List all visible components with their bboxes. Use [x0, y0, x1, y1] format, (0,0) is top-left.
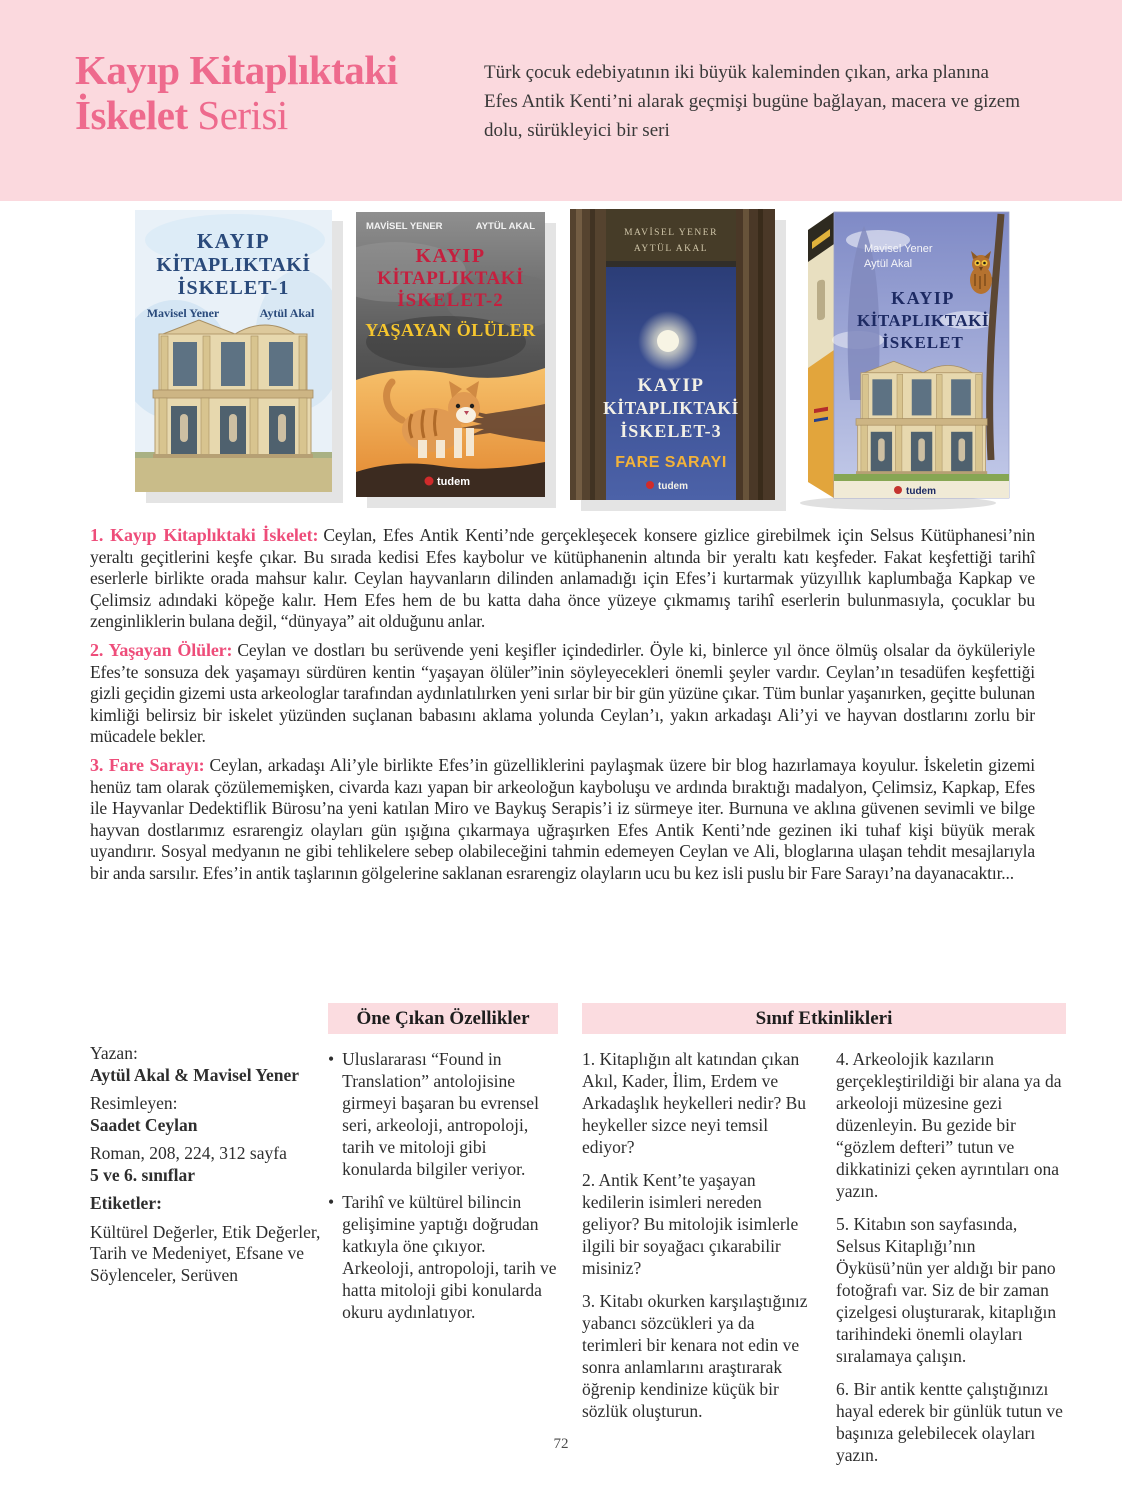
activity-item: 1. Kitaplığın alt katından çıkan Akıl, Kader, İlim, Erdem ve Arkadaşlık heykelleri nedir? Bu heykeller sizce neyi temsil ediyor? — [582, 1049, 807, 1157]
book-cover-2 — [356, 212, 545, 497]
book-info-column — [90, 1043, 326, 1293]
features-section — [328, 1003, 558, 1334]
series-title-line1: Kayıp Kitaplıktaki — [75, 47, 398, 93]
page-title — [75, 48, 398, 138]
feature-item — [328, 1191, 558, 1323]
book2-title-line: İSKELET-2 — [397, 290, 504, 311]
feature-item-text: Uluslararası “Found in Translation” antolojisine girmeyi başaran bu evrensel seri, arkeoloji, antropoloji, tarih ve mitoloji gibi konularda bilgiler veriyor. — [342, 1049, 539, 1179]
yazan-label: Yazan: — [90, 1043, 138, 1063]
series-title-line2-bold: İskelet — [75, 92, 188, 138]
series-title-line2-light: Serisi — [197, 92, 288, 138]
book-cover-1 — [135, 210, 332, 492]
book2-description-label: 2. Yaşayan Ölüler: — [90, 639, 233, 660]
book3-description — [90, 755, 1035, 885]
boxset-cover — [798, 200, 1012, 514]
book2-title-line: KİTAPLIKTAKİ — [377, 268, 524, 289]
activities-column-1 — [582, 1048, 811, 1477]
format-group — [90, 1143, 326, 1186]
book3-cover-art — [570, 209, 775, 500]
book1-author-right: Aytül Akal — [259, 306, 315, 320]
book-cover-3 — [570, 209, 775, 500]
intro-line: Efes Antik Kenti’ni alarak geçmişi bugüne bağlayan, macera ve gizem — [484, 91, 1021, 112]
owl-illustration — [970, 251, 992, 294]
book3-author-line2: AYTÜL AKAL — [633, 244, 709, 254]
boxset-cover-art — [798, 200, 1012, 514]
book-descriptions — [90, 525, 1035, 892]
book3-title-line: KAYIP — [637, 375, 705, 396]
grades-value: 5 ve 6. sınıflar — [90, 1164, 195, 1185]
activity-item: 2. Antik Kent’te yaşayan kedilerin isimleri nereden geliyor? Bu mitolojik isimlerle ilgili bir soyağacı çıkarabilir misiniz? — [582, 1170, 799, 1278]
book1-title-line: KİTAPLIKTAKİ — [156, 254, 311, 276]
header-band — [0, 0, 1122, 201]
activities-columns — [582, 1048, 1066, 1477]
intro-line: dolu, sürükleyici bir seri — [484, 120, 670, 141]
book1-description — [90, 525, 1035, 633]
book2-cover-art — [356, 212, 545, 497]
book3-author-line1: MAVİSEL YENER — [624, 228, 718, 238]
activity-item: 4. Arkeolojik kazıların gerçekleştirildiği bir alana ya da arkeoloji müzesine gezi düzenleyin. Bu gezide bir “gözlem defteri” tutun ve dikkatinizi çeken ayrıntıları ona yazın. — [836, 1049, 1062, 1201]
boxset-title-line: KAYIP — [891, 288, 955, 308]
etiketler-label: Etiketler: — [90, 1193, 162, 1213]
book2-author-right: AYTÜL AKAL — [475, 221, 535, 232]
yazan-value: Aytül Akal & Mavisel Yener — [90, 1064, 300, 1085]
book1-description-label: 1. Kayıp Kitaplıktaki İskelet: — [90, 525, 319, 545]
format-value: Roman, 208, 224, 312 sayfa — [90, 1143, 287, 1163]
boxset-author-line2: Aytül Akal — [864, 258, 913, 270]
book3-description-text: Ceylan, arkadaşı Ali’yle birlikte Efes’in güzelliklerini paylaşmak üzere bir blog hazırlamaya koyulur. İskeletin gizemi henüz tam olarak çözülememişken, civarda kazı yapan bir arkeoloğun kayboluşu ve ardında bıraktığı madalyon, Çelimsiz, Kapkap, Efes ile Hayvanlar Dedektiflik Bürosu’na yeni katılan Miro ve Baykuş Serapis’i iz sürmeye iter. Burnuna ve aklına güvenen sevimli ve bilge hayvan dostlarımız esrarengiz olayları gün ışığına çıkarmaya uğraşırken Efes Antik Kenti’nde gezinen iki tuhaf kişi büyük merak uyandırır. Sosyal medyanın ne gibi tehlikelere sebep olabileceğini tahmin edemeyen Ceylan ve Ali, bloglarına ulaşan tehdit mesajlarıyla bir anda sarsılır. Efes’in antik taşlarının gölgelerine saklanan esrarengiz olayların ucu bu kez isli puslu bir Fare Sarayı’na dayanacaktır... — [90, 754, 1036, 883]
activities-column-2 — [836, 1048, 1065, 1477]
features-heading: Öne Çıkan Özellikler — [328, 1003, 558, 1034]
intro-line: Türk çocuk edebiyatının iki büyük kaleminden çıkan, arka planına — [484, 62, 989, 83]
book3-title-line: KİTAPLIKTAKİ — [603, 398, 739, 418]
book2-subtitle: YAŞAYAN ÖLÜLER — [365, 320, 536, 340]
book1-description-text: Ceylan, Efes Antik Kenti’nde gerçekleşecek konsere gizlice girebilmek için Selsus Kütüphanesi’nin yeraltı geçitlerini keşfe çıkar. Bu sırada kedisi Efes kaybolur ve kütüphanenin altında bir yeraltı katı keşfeder. Fakat keşfettiği tarihî eserlerle birlikte orada mahsur kalır. Ceylan hayvanların dilinden anlamadığı için Efes’i kurtarmak yüzyıllık kaplumbağa Kapkap ve Çelimsiz adındaki köpeğe kalır. Hem Efes hem de bu katta daha önce yüzeye çıkmamış tarihî eserlerin bulunmasıyla, çocuklar bu zenginliklerin bulana değil, “dünyaya” ait olduğunu anlar. — [90, 525, 1035, 632]
book3-subtitle: FARE SARAYI — [615, 454, 727, 471]
resimleyen-label: Resimleyen: — [90, 1093, 178, 1113]
book2-publisher: tudem — [437, 476, 470, 488]
etiketler-value: Kültürel Değerler, Etik Değerler, Tarih ve Medeniyet, Efsane ve Söylenceler, Serüven — [90, 1221, 321, 1285]
author-group — [90, 1043, 326, 1086]
bullet-icon: • — [328, 1192, 335, 1212]
book1-title-line: KAYIP — [196, 229, 271, 253]
activity-item: 3. Kitabı okurken karşılaştığınız yabancı sözcükleri ya da terimleri bir kenara not edin ve sonra anlamlarını araştırarak öğrenip kendinize küçük bir sözlük oluşturun. — [582, 1291, 808, 1421]
boxset-author-line1: Mavisel Yener — [864, 243, 933, 255]
book3-description-label: 3. Fare Sarayı: — [90, 754, 205, 775]
page-number: 72 — [553, 1436, 569, 1452]
book1-title-line: İSKELET-1 — [177, 277, 290, 299]
feature-item-text: Tarihî ve kültürel bilincin gelişimine yaptığı doğrudan katkıyla öne çıkıyor. Arkeoloji, antropoloji, tarih ve hatta mitoloji gibi konularda okuru aydınlatıyor. — [342, 1192, 557, 1322]
resimleyen-value: Saadet Ceylan — [90, 1114, 198, 1135]
series-intro — [484, 58, 1084, 145]
book1-cover-art — [135, 210, 332, 492]
book3-title-line: İSKELET-3 — [620, 421, 722, 441]
book2-author-left: MAVİSEL YENER — [366, 221, 443, 232]
activities-section — [582, 1003, 1066, 1477]
features-list — [328, 1048, 558, 1323]
activities-heading: Sınıf Etkinlikleri — [582, 1003, 1066, 1034]
illustrator-group — [90, 1093, 326, 1136]
activity-item: 6. Bir antik kentte çalıştığınızı hayal ederek bir günlük tutun ve başınıza gelebilecek olayları yazın. — [836, 1379, 1063, 1465]
feature-item — [328, 1048, 558, 1180]
book2-description-text: Ceylan ve dostları bu serüvende yeni keşifler içindedirler. Öyle ki, binlerce yıl önce ölmüş olsalar da öyküleriyle Efes’te sonsuza dek yaşamayı sürdüren kentin “yaşayan ölüler”inin söyleyecekleri önemli şeyler vardır. Ceylan’ın tesadüfen keşfettiği gizli geçidin gizemi usta arkeologlar tarafından aydınlatılırken yeni sırlar bir bir gün yüzüne çıkar. Tüm bunlar yaşanırken, geçitte bulunan kimliği belirsiz bir iskelet yüzünden suçlanan babasını aklama yolunda Ceylan’ı, yakın arkadaşı Ali’yi ve hayvan dostlarını zorlu bir mücadele bekler. — [90, 639, 1035, 747]
boxset-title-line: İSKELET — [882, 333, 964, 352]
boxset-publisher: tudem — [906, 486, 936, 497]
book3-publisher: tudem — [658, 481, 688, 492]
book1-author-left: Mavisel Yener — [146, 306, 220, 320]
bullet-icon: • — [328, 1049, 335, 1069]
boxset-title-line: KİTAPLIKTAKİ — [857, 311, 989, 330]
book2-title-line: KAYIP — [415, 245, 486, 267]
activity-item: 5. Kitabın son sayfasında, Selsus Kitaplığı’nın Öyküsü’nün yer aldığı bir pano fotoğrafı var. Siz de bir zaman çizelgesi oluşturarak, kitaplığın tarihindeki önemli olayları sıralamaya çalışın. — [836, 1214, 1057, 1366]
book2-description — [90, 640, 1035, 748]
